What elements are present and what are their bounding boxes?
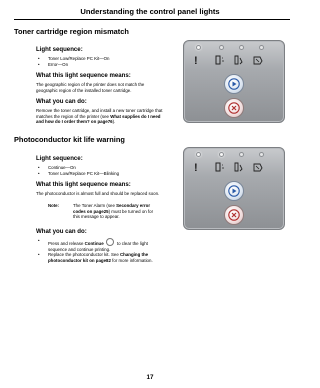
close-icon (225, 99, 243, 117)
close-icon (225, 206, 243, 224)
light-sequence-heading: Light sequence: (36, 155, 83, 162)
list-item: • Error—On (36, 62, 156, 68)
continue-button[interactable] (224, 74, 244, 94)
meaning-heading: What this light sequence means: (36, 181, 131, 188)
what-to-do-text: Remove the toner cartridge, and install a new toner cartridge that matches the region of the printer (see What supplies do I need and how do I order them? on page76). (36, 108, 163, 125)
cancel-button[interactable] (224, 205, 244, 225)
list-item: • Toner Low/Replace PC Kit—Blinking (36, 171, 166, 177)
list-item: • Replace the photoconductor kit. See Changing the photoconductor kit on page82 for more information. (36, 252, 186, 263)
paper-jam-light-icon (259, 152, 264, 157)
list-item: • Continue—On (36, 165, 166, 171)
play-icon (225, 75, 243, 93)
list-item: • Toner Low/Replace PC Kit—On (36, 56, 156, 62)
light-sequence-list (36, 165, 166, 176)
svg-text:!: ! (194, 55, 198, 67)
ready-light-icon (196, 152, 201, 157)
panel-symbols-icon (190, 53, 278, 67)
load-paper-light-icon (239, 152, 244, 157)
changing-pc-kit-link[interactable]: Changing the (120, 252, 149, 258)
what-to-do-list (36, 238, 186, 263)
light-sequence-list (36, 56, 156, 67)
section-title-pc-kit-warning: Photoconductor kit life warning (14, 135, 125, 144)
note-block: Note: The Toner Alarm (see Secondary error codes on page25) must be turned on for this message to appear. (48, 203, 154, 220)
paper-jam-light-icon (259, 45, 264, 50)
page-number: 17 (146, 374, 154, 381)
control-panel-illustration (183, 147, 285, 230)
toner-light-icon (219, 152, 224, 157)
supplies-link[interactable]: What supplies do I need (110, 113, 161, 119)
light-sequence-heading: Light sequence: (36, 46, 83, 53)
what-to-do-heading: What you can do: (36, 98, 87, 105)
control-panel-illustration (183, 40, 285, 123)
secondary-error-link[interactable]: Secondary error (116, 203, 151, 208)
page82-link[interactable]: photoconductor kit on page82 (48, 257, 111, 263)
panel-symbols-icon (190, 160, 278, 174)
list-item: • Press and release Continue to clear the light sequence and continue printing. (36, 238, 186, 252)
header-rule (14, 19, 290, 20)
page25-link[interactable]: codes on page25 (73, 208, 109, 214)
note-label: Note: (48, 203, 59, 208)
page-header-title: Understanding the control panel lights (80, 7, 220, 16)
load-paper-light-icon (239, 45, 244, 50)
continue-icon (106, 238, 114, 246)
meaning-heading: What this light sequence means: (36, 72, 131, 79)
ready-light-icon (196, 45, 201, 50)
continue-button[interactable] (224, 181, 244, 201)
toner-light-icon (219, 45, 224, 50)
meaning-text: The geographic region of the printer does not match the geographic region of the installed toner cartridge. (36, 82, 145, 93)
cancel-button[interactable] (224, 98, 244, 118)
play-icon (225, 182, 243, 200)
section-title-region-mismatch: Toner cartridge region mismatch (14, 27, 129, 36)
meaning-text: The photoconductor is almost full and should be replaced soon. (36, 191, 160, 196)
what-to-do-heading: What you can do: (36, 228, 87, 235)
order-link[interactable]: and how do I order them? on page76 (36, 119, 113, 125)
svg-text:!: ! (194, 162, 198, 174)
